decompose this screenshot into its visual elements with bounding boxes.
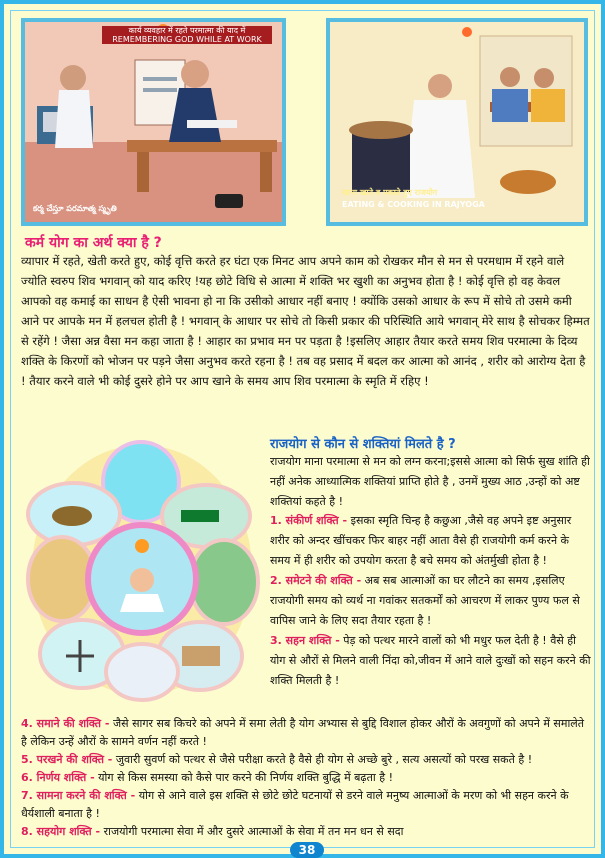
remaining-powers-list	[21, 715, 590, 841]
karm-yog-paragraph: व्यापार में रहते, खेती करते हुए, कोई वृत्ति करते हर घंटा एक मिनट आप अपने काम को रोखकर मौन से मन से परमधाम में रहने वाले ज्योति स्वरुप शिव भगवान् को याद करिए !यह छोटे विधि से आत्मा में शक्ति भर खुशी का अनुभव होता है ! कोई वृत्ति हो वह केवल आपको वह कमाई का साधन है ऐसी भावना हो ना कि उसीको आधार नहीं बनाए ! क्योंकि उसको आधार के रूप में सोचे तो उसमे कमी आने पर आपके मन में हलचल होती है ! भगवान् के आधार पर सोचे तो किसी प्रकार की परिस्थिति आये भगवान् मेरे साथ है सोचकर हिम्मत से रहेंगे ! जैसा अन्न वैसा मन कहा जाता है ! आहार का प्रभाव मन पर पड़ता है !इसलिए आहार तैयार करते समय शिव परमात्मा के दिव्य शक्ति के किरणों को भोजन पर पड़ने जैसा अनुभव करते रहना है ! तब वह प्रसाद में बदल कर आत्मा को आनंद , शरीर को आरोग्य देता है ! तैयार करने वाले भी कोई दुसरे होने पर आप खाने के समय आप शिव परमात्मा के स्मृति में रहिए !	[21, 254, 590, 388]
power-title: 2. समेटने की शक्ति -	[270, 574, 362, 587]
office-scene-image	[25, 22, 282, 222]
power-description: योग से किस समस्या को कैसे पार करने की निर्णय शक्ति बुद्धि में बढ़ता है !	[94, 771, 393, 784]
power-description: अब सब आत्माओं का घर लौटने का समय ,इसलिए राजयोगी समय को व्यर्थ ना गवांकर सतकर्मों को आचरण में लाकर पुण्य फल से वापिस जाने के लिए सदा तैयार रहता है !	[270, 574, 580, 627]
power-title: 5. परखने की शक्ति -	[21, 753, 113, 766]
power-title: 4. समाने की शक्ति -	[21, 717, 110, 730]
power-item	[21, 715, 590, 751]
power-item	[270, 571, 591, 631]
office-banner	[102, 26, 272, 44]
office-banner-english: REMEMBERING GOD WHILE AT WORK	[112, 35, 262, 44]
eight-powers-illustration	[16, 434, 266, 714]
office-illustration	[21, 18, 286, 226]
power-description: जुवारी सुवर्ण को पत्थर से जैसे परीक्षा करते है वैसे ही योग से अच्छे बुरे , सत्य असत्यों को परख सकते है !	[112, 753, 533, 766]
power-item	[21, 769, 590, 787]
cooking-caption-english: EATING & COOKING IN RAJYOGA	[342, 200, 485, 209]
power-item	[270, 631, 591, 691]
rajyoga-title: राजयोग से कौन से शक्तियां मिलते है ?	[270, 437, 456, 452]
eight-powers-flower-image	[16, 434, 266, 714]
rajyoga-intro: राजयोग माना परमात्मा से मन को लग्न करना;इससे आत्मा को सिर्फ सुख शांति ही नहीं अनेक आध्यात्मिक शक्तियां प्राप्ति होते है , उनमें मुख्य आठ ,उन्हों को अष्ट शक्तियां कहते है !	[270, 455, 590, 508]
power-item	[21, 823, 590, 841]
power-title: 7. सामना करने की शक्ति -	[21, 789, 136, 802]
power-description: योग से आने वाले इस शक्ति से छोटे छोटे घटनायों से डरने वाले मनुष्य आत्माओं के मरण को भी सहन करने के धैर्यशाली बनाता है !	[21, 789, 569, 820]
karm-yog-heading: कर्म योग का अर्थ क्या है ?	[25, 235, 162, 251]
power-title: 1. संकीर्ण शक्ति -	[270, 514, 348, 527]
power-item	[21, 787, 590, 823]
office-caption: కర్మ చేస్తూ పరమాత్మ స్మృతి	[33, 204, 117, 213]
power-description: पेड़ को पत्थर मारने वालों को भी मधुर फल देती है ! वैसे ही योग से औरों से मिलने वाली निंदा को,जीवन में आने वाले दुःखों को सहन करने की शक्ति मिलती है !	[270, 634, 591, 687]
page-number: 38	[290, 842, 324, 858]
power-title: 8. सहयोग शक्ति -	[21, 825, 101, 838]
power-title: 6. निर्णय शक्ति -	[21, 771, 95, 784]
cooking-caption: खाना खाते व पकाते हुए राजयोग	[342, 188, 438, 197]
cooking-illustration	[326, 18, 588, 226]
power-item	[270, 511, 591, 571]
power-title: 3. सहन शक्ति -	[270, 634, 340, 647]
first-powers-list	[270, 511, 591, 691]
power-description: राजयोगी परमात्मा सेवा में और दुसरे आत्माओं के सेवा में तन मन धन से सदा	[100, 825, 404, 838]
power-item	[21, 751, 590, 769]
office-banner-hindi: कार्य व्यवहार में रहते परमात्मा की याद में	[128, 26, 246, 35]
power-description: इसका स्मृति चिन्ह है कछुआ ,जैसे वह अपने इष्ट अनुसार शरीर को अन्दर खींचकर फिर बाहर नहीं आता वैसे ही राजयोगी कर्म करने के समय में ही शरीर को उपयोग करता है बचे समय को अंतर्मुखी होता है !	[270, 514, 572, 567]
power-description: जैसे सागर सब किचरे को अपने में समा लेती है योग अभ्यास से बुद्दि विशाल होकर औरों के अवगुणों को अपने में समालेते है लेकिन उन्हें औरों के सामने वर्णन नहीं करते !	[21, 717, 585, 748]
